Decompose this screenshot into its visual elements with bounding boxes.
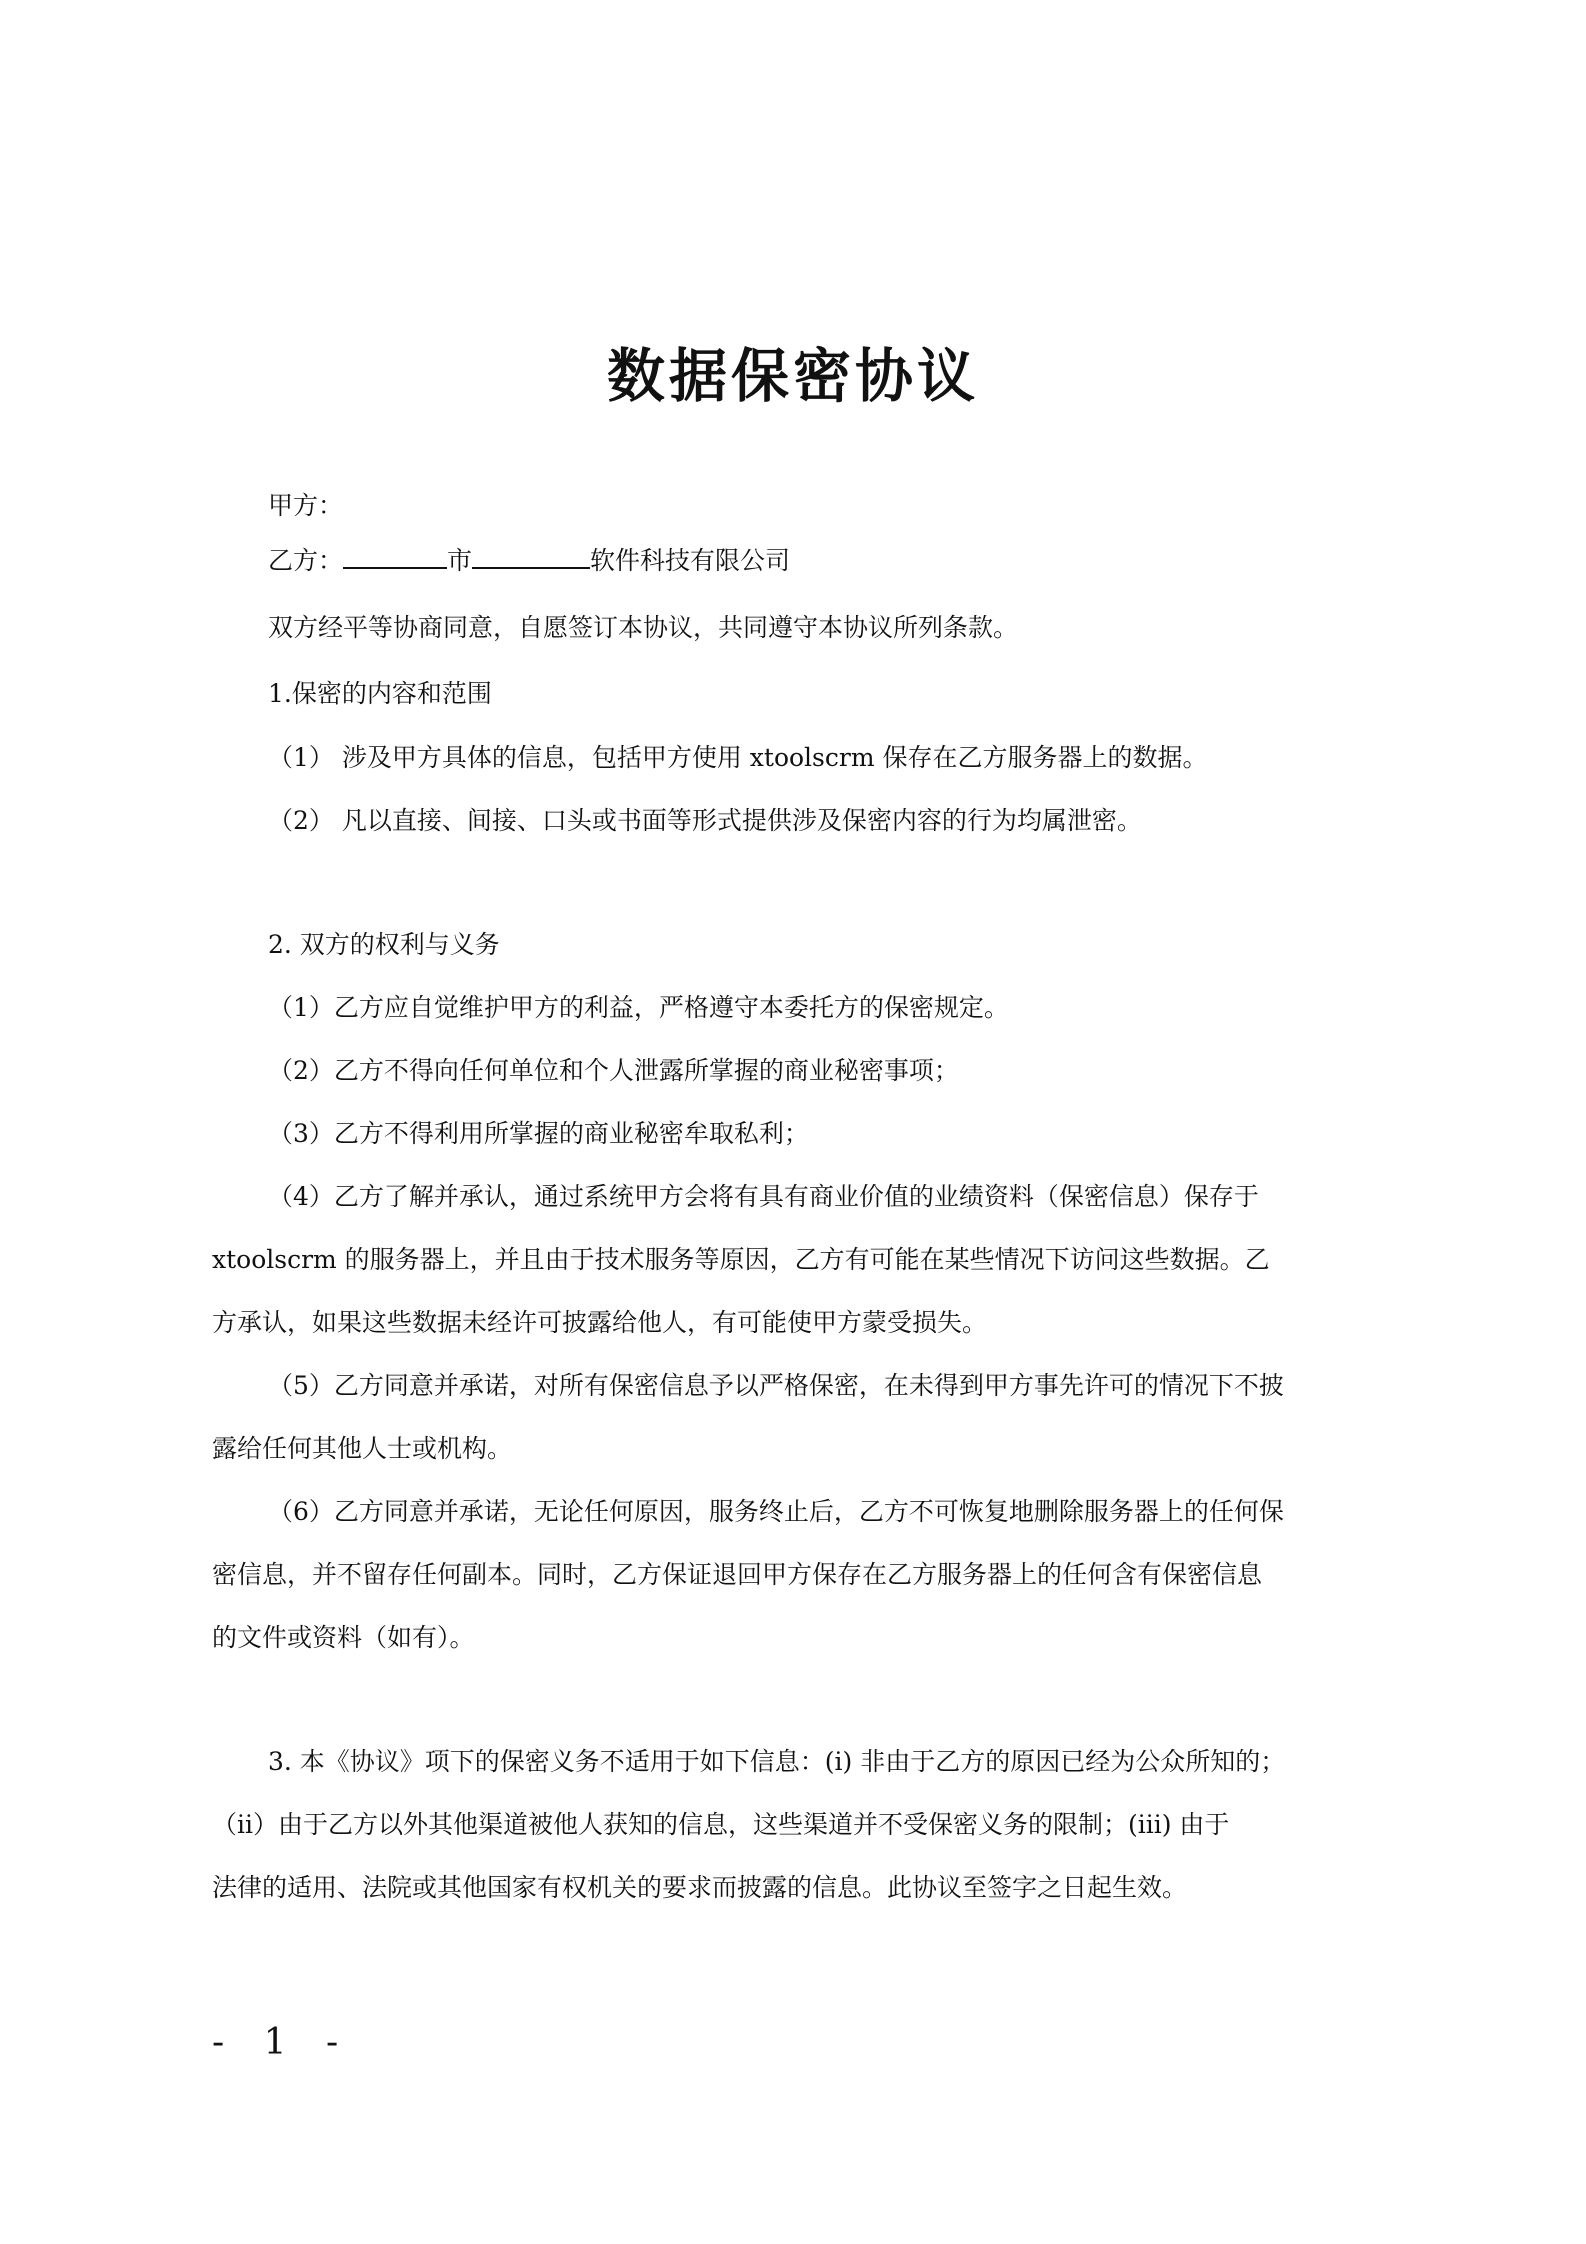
- section-3-number: 3.: [268, 1747, 292, 1776]
- document-title: 数据保密协议: [606, 342, 979, 410]
- section-2-item-1: （1）乙方应自觉维护甲方的利益，严格遵守本委托方的保密规定。: [268, 993, 1009, 1022]
- section-2-item-3: （3）乙方不得利用所掌握的商业秘密牟取私利；: [268, 1119, 809, 1148]
- section-2-item-6-line: 的文件或资料（如有）。: [212, 1623, 475, 1652]
- section-2-heading: 2. 双方的权利与义务: [268, 930, 500, 959]
- party-b-company: 软件科技有限公司: [590, 546, 791, 575]
- section-2-item-4-line: （4）乙方了解并承认，通过系统甲方会将有具有商业价值的业绩资料（保密信息）保存于: [268, 1182, 1259, 1211]
- section-2-item-4-line: xtoolscrm 的服务器上，并且由于技术服务等原因，乙方有可能在某些情况下访问这些数据。乙: [212, 1245, 1270, 1274]
- section-3-line: [268, 1742, 1285, 1782]
- section-1-item: （1） 涉及甲方具体的信息，包括甲方使用 xtoolscrm 保存在乙方服务器上的数据。: [268, 743, 1208, 772]
- party-a-label: 甲方：: [268, 491, 344, 520]
- section-2-item-2: （2）乙方不得向任何单位和个人泄露所掌握的商业秘密事项；: [268, 1056, 959, 1085]
- section-3-line: 法律的适用、法院或其他国家有权机关的要求而披露的信息。此协议至签字之日起生效。: [212, 1873, 1188, 1902]
- intro-paragraph: 双方经平等协商同意，自愿签订本协议，共同遵守本协议所列条款。: [268, 613, 1019, 642]
- party-b-line: [268, 541, 790, 581]
- party-b-city: 市: [447, 546, 473, 575]
- blank-city-field: [343, 541, 447, 569]
- party-b-prefix: 乙方：: [268, 546, 344, 575]
- section-2-item-4-line: 方承认，如果这些数据未经许可披露给他人，有可能使甲方蒙受损失。: [212, 1308, 988, 1337]
- section-2-item-5-line: 露给任何其他人士或机构。: [212, 1434, 513, 1463]
- section-3-text: 本《协议》项下的保密义务不适用于如下信息：(i) 非由于乙方的原因已经为公众所知的；: [291, 1747, 1286, 1776]
- section-1-heading: 1.保密的内容和范围: [268, 679, 492, 708]
- section-2-item-5-line: （5）乙方同意并承诺，对所有保密信息予以严格保密，在未得到甲方事先许可的情况下不披: [268, 1371, 1284, 1400]
- section-2-item-6-line: 密信息，并不留存任何副本。同时，乙方保证退回甲方保存在乙方服务器上的任何含有保密信息: [212, 1560, 1263, 1589]
- blank-company-field: [472, 541, 590, 569]
- section-2-item-6-line: （6）乙方同意并承诺，无论任何原因，服务终止后，乙方不可恢复地删除服务器上的任何保: [268, 1497, 1284, 1526]
- page-number: - 1 -: [212, 2022, 353, 2063]
- section-3-line: （ii）由于乙方以外其他渠道被他人获知的信息，这些渠道并不受保密义务的限制；(iii) 由于: [212, 1810, 1230, 1839]
- section-1-item: （2） 凡以直接、间接、口头或书面等形式提供涉及保密内容的行为均属泄密。: [268, 806, 1142, 835]
